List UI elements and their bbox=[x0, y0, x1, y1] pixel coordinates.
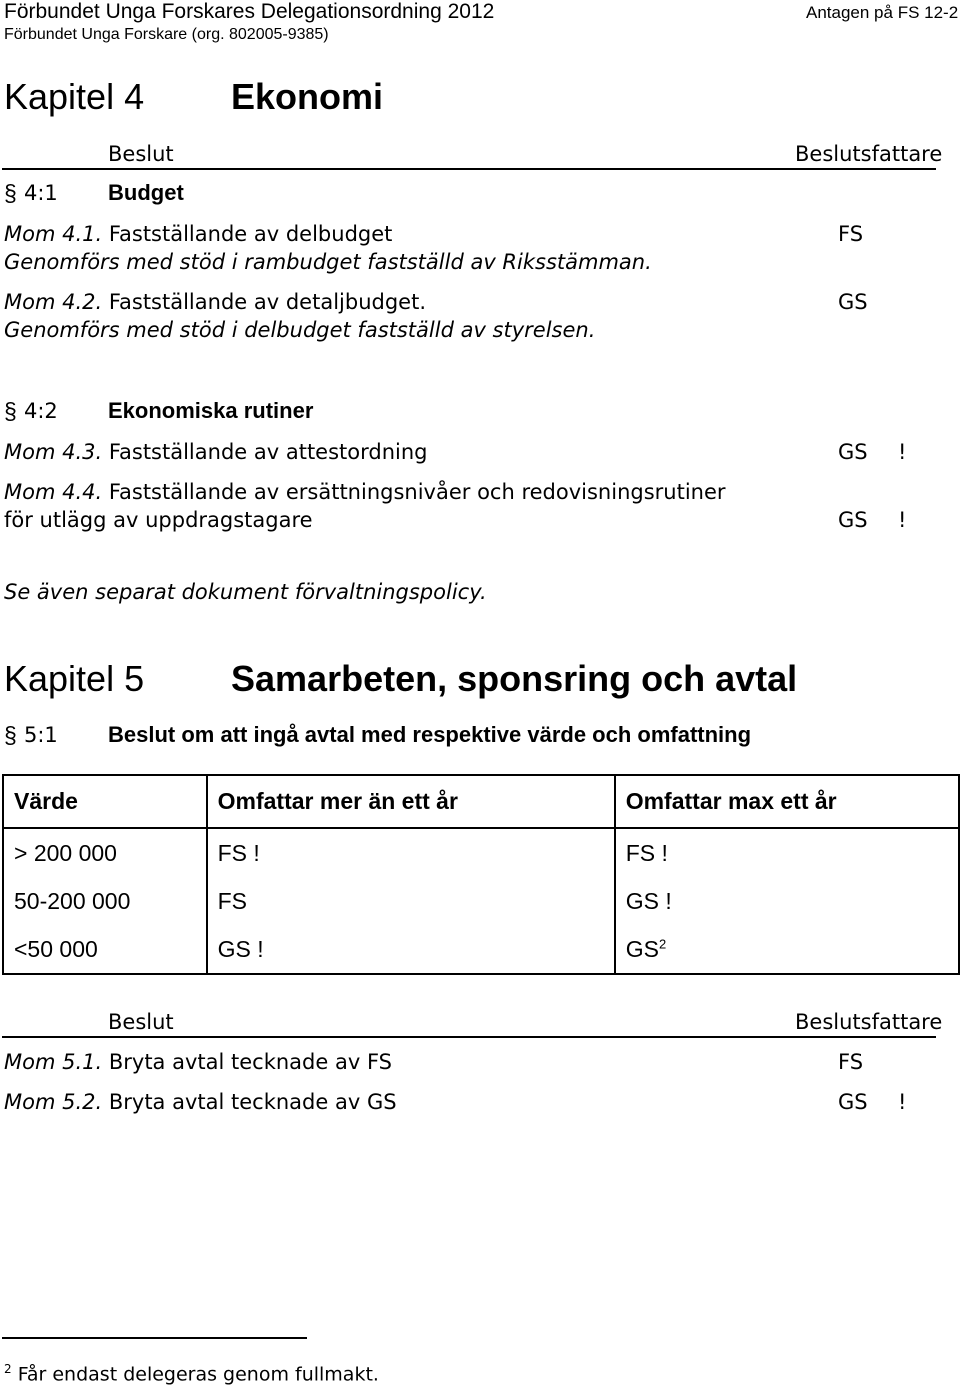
table-cell: > 200 000 bbox=[3, 828, 207, 877]
item-note: Genomförs med stöd i rambudget fastställd av Riksstämman. bbox=[4, 250, 652, 274]
section-number: 5:1 bbox=[24, 723, 58, 747]
organization-line: Förbundet Unga Forskare (org. 802005-9385) bbox=[4, 26, 329, 43]
item-text: Fastställande av delbudget bbox=[108, 222, 393, 246]
restriction-mark: ! bbox=[898, 440, 907, 464]
list-item bbox=[4, 1050, 392, 1074]
table-cell: GS ! bbox=[615, 877, 959, 925]
agreement-table bbox=[2, 774, 960, 975]
chapter4-title: Ekonomi bbox=[231, 76, 384, 117]
table-cell: 50-200 000 bbox=[3, 877, 207, 925]
item-note: Genomförs med stöd i delbudget fastställd av styrelsen. bbox=[4, 318, 596, 342]
table-row bbox=[3, 925, 959, 974]
restriction-mark: ! bbox=[898, 508, 907, 532]
footnote-text: Får endast delegeras genom fullmakt. bbox=[17, 1363, 379, 1386]
item-decider: GS bbox=[838, 440, 868, 464]
table-cell bbox=[615, 925, 959, 974]
table-cell: FS ! bbox=[615, 828, 959, 877]
section-title: Ekonomiska rutiner bbox=[108, 398, 314, 423]
table-header-cell: Omfattar mer än ett år bbox=[207, 775, 615, 828]
section-symbol: § bbox=[4, 398, 17, 424]
section-number: 4:1 bbox=[24, 181, 58, 205]
list-item bbox=[4, 440, 428, 464]
table-cell: GS ! bbox=[207, 925, 615, 974]
item-decider: GS bbox=[838, 1090, 868, 1114]
item-ref: Mom 4.1. bbox=[4, 222, 103, 246]
item-ref: Mom 5.2. bbox=[4, 1090, 103, 1114]
section-symbol: § bbox=[4, 722, 17, 748]
list-item bbox=[4, 480, 726, 504]
header-rule bbox=[2, 1036, 936, 1038]
item-decider: GS bbox=[838, 508, 868, 532]
item-ref: Mom 4.4. bbox=[4, 480, 103, 504]
col-decider-label: Beslutsfattare bbox=[795, 1010, 943, 1034]
item-ref: Mom 5.1. bbox=[4, 1050, 103, 1074]
item-text: Fastställande av ersättningsnivåer och redovisningsrutiner bbox=[108, 480, 726, 504]
chapter5-title: Samarbeten, sponsring och avtal bbox=[231, 658, 798, 699]
table-cell-text: GS bbox=[625, 935, 659, 962]
table-cell: <50 000 bbox=[3, 925, 207, 974]
item-text: Bryta avtal tecknade av FS bbox=[108, 1050, 392, 1074]
table-header-cell: Omfattar max ett år bbox=[615, 775, 959, 828]
item-text-continued: för utlägg av uppdragstagare bbox=[4, 508, 313, 532]
document-title: Förbundet Unga Forskares Delegationsordning 2012 bbox=[4, 0, 495, 23]
table-header-cell: Värde bbox=[3, 775, 207, 828]
table-row bbox=[3, 828, 959, 877]
section-title: Budget bbox=[108, 180, 184, 205]
policy-note: Se även separat dokument förvaltningspolicy. bbox=[4, 580, 487, 604]
footnote-number: 2 bbox=[4, 1362, 12, 1376]
list-item bbox=[4, 1090, 397, 1114]
footnote bbox=[4, 1362, 379, 1385]
table-row bbox=[3, 877, 959, 925]
footnote-separator bbox=[2, 1337, 307, 1339]
item-decider: FS bbox=[838, 1050, 864, 1074]
list-item bbox=[4, 222, 392, 246]
header-rule bbox=[2, 168, 936, 170]
chapter5-label: Kapitel 5 bbox=[4, 658, 145, 699]
col-decider-label: Beslutsfattare bbox=[795, 142, 943, 166]
adopted-note: Antagen på FS 12-2 bbox=[806, 3, 959, 22]
item-decider: FS bbox=[838, 222, 864, 246]
item-text: Fastställande av attestordning bbox=[108, 440, 428, 464]
section-number: 4:2 bbox=[24, 399, 58, 423]
item-ref: Mom 4.3. bbox=[4, 440, 103, 464]
col-decision-label: Beslut bbox=[108, 1010, 174, 1034]
section-symbol: § bbox=[4, 180, 17, 206]
col-decision-label: Beslut bbox=[108, 142, 174, 166]
item-decider: GS bbox=[838, 290, 868, 314]
footnote-ref[interactable]: 2 bbox=[658, 935, 667, 951]
list-item bbox=[4, 290, 426, 314]
table-cell: FS ! bbox=[207, 828, 615, 877]
item-text: Bryta avtal tecknade av GS bbox=[108, 1090, 397, 1114]
chapter4-label: Kapitel 4 bbox=[4, 76, 145, 117]
table-cell: FS bbox=[207, 877, 615, 925]
restriction-mark: ! bbox=[898, 1090, 907, 1114]
table-header-row bbox=[3, 775, 959, 828]
section-title: Beslut om att ingå avtal med respektive värde och omfattning bbox=[108, 722, 752, 747]
item-text: Fastställande av detaljbudget. bbox=[108, 290, 426, 314]
item-ref: Mom 4.2. bbox=[4, 290, 103, 314]
